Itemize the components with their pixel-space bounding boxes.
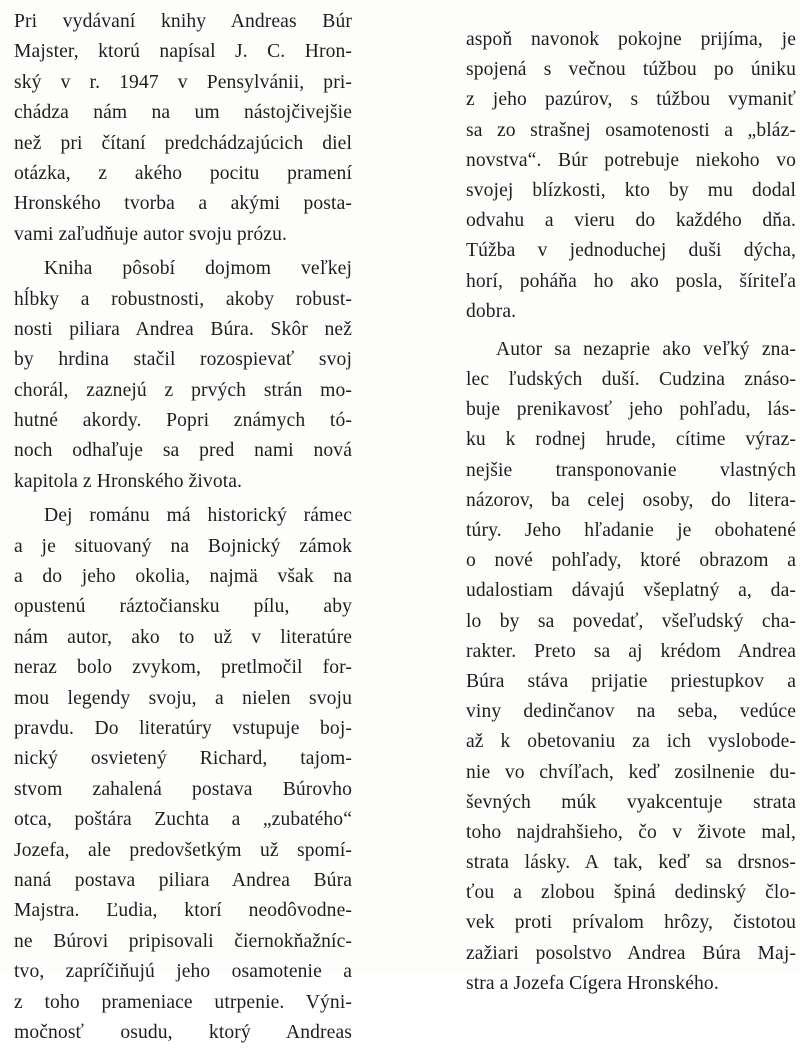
text-line: pravdu. Do literatúry vstupuje boj- [14, 717, 352, 739]
text-line: o nové pohľady, ktoré obrazom a [466, 550, 796, 572]
text-line: chádza nám na um nástojčivejšie [14, 102, 352, 124]
text-line: naná postava piliara Andrea Búra [14, 869, 352, 891]
text-line: Majster, ktorú napísal J. C. Hron- [14, 41, 352, 63]
text-line: lo by sa povedať, všeľudský cha- [466, 610, 796, 632]
text-line: Jozefa, ale predovšetkým už spomí- [14, 839, 352, 861]
text-line: ševných múk vyakcentuje strata [466, 791, 796, 813]
text-line: by hrdina stačil rozospievať svoj [14, 349, 352, 371]
text-line: odvahu a vieru do každého dňa. [466, 210, 796, 232]
text-line: Pri vydávaní knihy Andreas Búr [14, 11, 352, 32]
text-line: otázka, z akého pocitu pramení [14, 162, 352, 184]
text-line: zažiari posolstvo Andrea Búra Maj- [466, 942, 796, 964]
text-line: vek proti prívalom hrôzy, čistotou [466, 912, 796, 934]
text-line: dobra. [466, 300, 517, 322]
text-line: močnosť osudu, ktorý Andreas [14, 1021, 352, 1043]
text-line: aspoň navonok pokojne prijíma, je [466, 29, 796, 50]
text-line: nosti piliara Andrea Búra. Skôr než [14, 318, 352, 340]
text-line: Dej románu má historický rámec [44, 505, 352, 527]
text-line: stra a Jozefa Cígera Hronského. [466, 972, 719, 994]
text-line: tvo, zapríčiňujú jeho osamotenie a [14, 961, 352, 983]
text-line: vami zaľudňuje autor svoju prózu. [14, 223, 287, 245]
text-line: nám autor, ako to už v literatúre [14, 626, 352, 648]
text-line: nický osvietený Richard, tajom- [14, 748, 352, 770]
text-line: mou legendy svoju, a nielen svoju [14, 687, 352, 709]
text-line: ne Búrovi pripisovali čiernokňažníc- [14, 930, 352, 952]
text-line: Autor sa nezaprie ako veľký zna- [496, 338, 796, 360]
text-line: Túžba v jednoduchej duši dýcha, [466, 240, 796, 262]
text-line: Búra stáva prijatie priestupkov a [466, 670, 796, 692]
text-line: ťou a zlobou špiná dedinský člo- [466, 882, 796, 904]
text-line: noch odhaľuje sa pred nami nová [14, 440, 352, 462]
text-line: hutné akordy. Popri známych tó- [14, 410, 352, 432]
right-column [466, 25, 796, 999]
text-line: z toho prameniace utrpenie. Výni- [14, 991, 352, 1013]
text-line: Kniha pôsobí dojmom veľkej [44, 258, 352, 280]
text-line: horí, poháňa ho ako posla, šíriteľa [466, 270, 796, 292]
paragraph [14, 501, 352, 1048]
text-line: chorál, zaznejú z prvých strán mo- [14, 379, 352, 401]
text-line: stvom zahalená postava Búrovho [14, 778, 352, 800]
text-line: sa zo strašnej osamotenosti a „bláz- [466, 119, 796, 141]
text-line: z jeho pazúrov, s túžbou vymaniť [466, 89, 796, 111]
text-line: a do jeho okolia, najmä však na [14, 566, 352, 588]
text-line: ku k rodnej hrude, cítime výraz- [466, 429, 796, 451]
paragraph [14, 7, 352, 250]
text-line: spojená s večnou túžbou po úniku [466, 59, 796, 81]
text-line: udalostiam dávajú všeplatný a, da- [466, 580, 796, 602]
text-line: a je situovaný na Bojnický zámok [14, 535, 352, 557]
text-line: kapitola z Hronského života. [14, 470, 243, 492]
text-line: názorov, ba celej osoby, do litera- [466, 489, 796, 511]
text-line: než pri čítaní predchádzajúcich diel [14, 132, 352, 154]
text-line: otca, poštára Zuchta a „zubatého“ [14, 809, 352, 831]
text-line: strata lásky. A tak, keď sa drsnos- [466, 852, 796, 874]
text-line: nie vo chvíľach, keď zosilnenie du- [466, 761, 796, 783]
text-line: rakter. Preto sa aj krédom Andrea [466, 640, 796, 662]
text-line: neraz bolo zvykom, pretlmočil for- [14, 657, 352, 679]
text-line: túry. Jeho hľadanie je obohatené [466, 520, 796, 541]
left-column [14, 7, 352, 1048]
paragraph-gap [466, 327, 796, 335]
paragraph [466, 25, 796, 327]
text-line: ský v r. 1947 v Pensylvánii, pri- [14, 71, 352, 93]
text-line: lec ľudských duší. Cudzina znáso- [466, 369, 796, 391]
text-line: toho najdrahšieho, čo v živote mal, [466, 821, 796, 843]
text-line: novstva“. Búr potrebuje niekoho vo [466, 149, 796, 171]
text-line: Majstra. Ľudia, ktorí neodôvodne- [14, 900, 352, 922]
paragraph [466, 335, 796, 999]
text-line: opustenú ráztočiansku pílu, aby [14, 596, 352, 618]
text-line: až k obetovaniu za ich vyslobode- [466, 731, 796, 753]
text-line: nejšie transponovanie vlastných [466, 459, 796, 481]
text-line: hĺbky a robustnosti, akoby robust- [14, 288, 352, 310]
text-line: Hronského tvorba a akými posta- [14, 193, 352, 215]
text-line: buje prenikavosť jeho pohľadu, lás- [466, 399, 796, 421]
text-line: viny dedinčanov na seba, vedúce [466, 701, 796, 723]
paragraph [14, 254, 352, 497]
text-line: svojej blízkosti, kto by mu dodal [466, 179, 796, 201]
